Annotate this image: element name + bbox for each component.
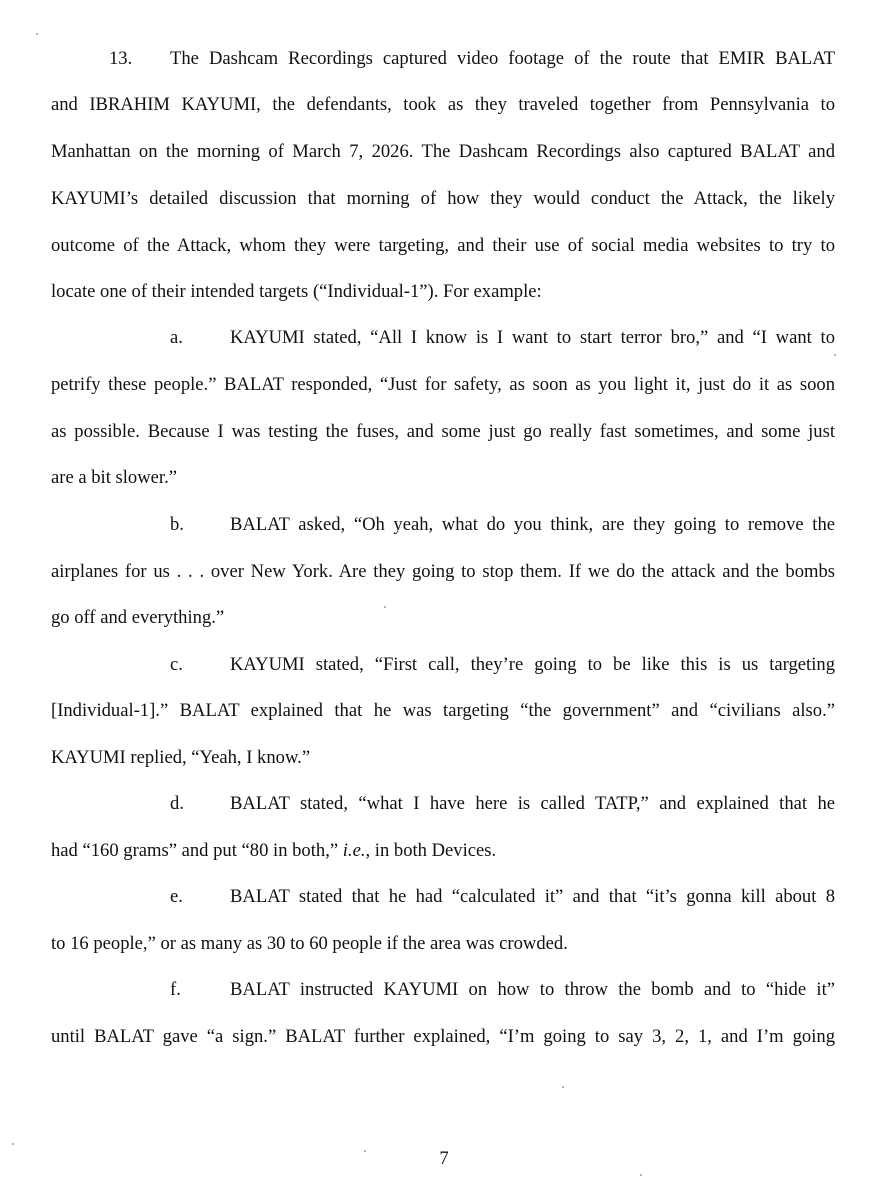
subparagraph-line: go off and everything.” [51, 607, 225, 628]
subparagraph-label: a. [170, 327, 183, 348]
scan-speck [384, 606, 386, 608]
paragraph-line: KAYUMI’s detailed discussion that morning of how they would conduct the Attack, the likely [51, 188, 835, 209]
paragraph-line: locate one of their intended targets (“Individual-1”). For example: [51, 281, 542, 302]
subparagraph-label: e. [170, 886, 183, 907]
subparagraph-line: airplanes for us . . . over New York. Are they going to stop them. If we do the attack and the bombs [51, 561, 835, 582]
italic-abbreviation: i.e. [342, 840, 366, 861]
subparagraph-line: BALAT stated, “what I have here is called TATP,” and explained that he [230, 793, 835, 814]
scan-speck [640, 1174, 642, 1176]
paragraph-line: The Dashcam Recordings captured video footage of the route that EMIR BALAT [170, 48, 835, 69]
paragraph-line: and IBRAHIM KAYUMI, the defendants, took as they traveled together from Pennsylvania to [51, 94, 835, 115]
subparagraph-line: as possible. Because I was testing the fuses, and some just go really fast sometimes, and some just [51, 421, 835, 442]
subparagraph-label: f. [170, 979, 181, 1000]
subparagraph-label: b. [170, 514, 184, 535]
subparagraph-line: [Individual-1].” BALAT explained that he was targeting “the government” and “civilians also.” [51, 700, 835, 721]
subparagraph-text: had “160 grams” and put “80 in both,” [51, 840, 339, 861]
subparagraph-line: BALAT instructed KAYUMI on how to throw the bomb and to “hide it” [230, 979, 835, 1000]
paragraph-line: outcome of the Attack, whom they were targeting, and their use of social media websites to try to [51, 235, 835, 256]
subparagraph-line: BALAT stated that he had “calculated it” and that “it’s gonna kill about 8 [230, 886, 835, 907]
subparagraph-label: d. [170, 793, 184, 814]
subparagraph-line: BALAT asked, “Oh yeah, what do you think, are they going to remove the [230, 514, 835, 535]
subparagraph-line: until BALAT gave “a sign.” BALAT further explained, “I’m going to say 3, 2, 1, and I’m going [51, 1026, 835, 1047]
scan-speck [36, 33, 38, 35]
subparagraph-line [51, 838, 835, 864]
scan-speck [834, 354, 836, 356]
subparagraph-label: c. [170, 654, 183, 675]
subparagraph-line: to 16 people,” or as many as 30 to 60 people if the area was crowded. [51, 933, 568, 954]
scan-speck [12, 1143, 14, 1145]
page-number: 7 [439, 1148, 449, 1169]
scan-speck [562, 1086, 564, 1088]
subparagraph-line: KAYUMI stated, “First call, they’re going to be like this is us targeting [230, 654, 835, 675]
subparagraph-line: petrify these people.” BALAT responded, “Just for safety, as soon as you light it, just do it as soon [51, 374, 835, 395]
subparagraph-line: KAYUMI stated, “All I know is I want to start terror bro,” and “I want to [230, 327, 835, 348]
scan-speck [364, 1150, 366, 1152]
paragraph-line: Manhattan on the morning of March 7, 2026. The Dashcam Recordings also captured BALAT and [51, 141, 835, 162]
subparagraph-text: , in both Devices. [365, 840, 497, 861]
subparagraph-line: KAYUMI replied, “Yeah, I know.” [51, 747, 311, 768]
subparagraph-line: are a bit slower.” [51, 467, 177, 488]
paragraph-number: 13. [109, 48, 133, 69]
